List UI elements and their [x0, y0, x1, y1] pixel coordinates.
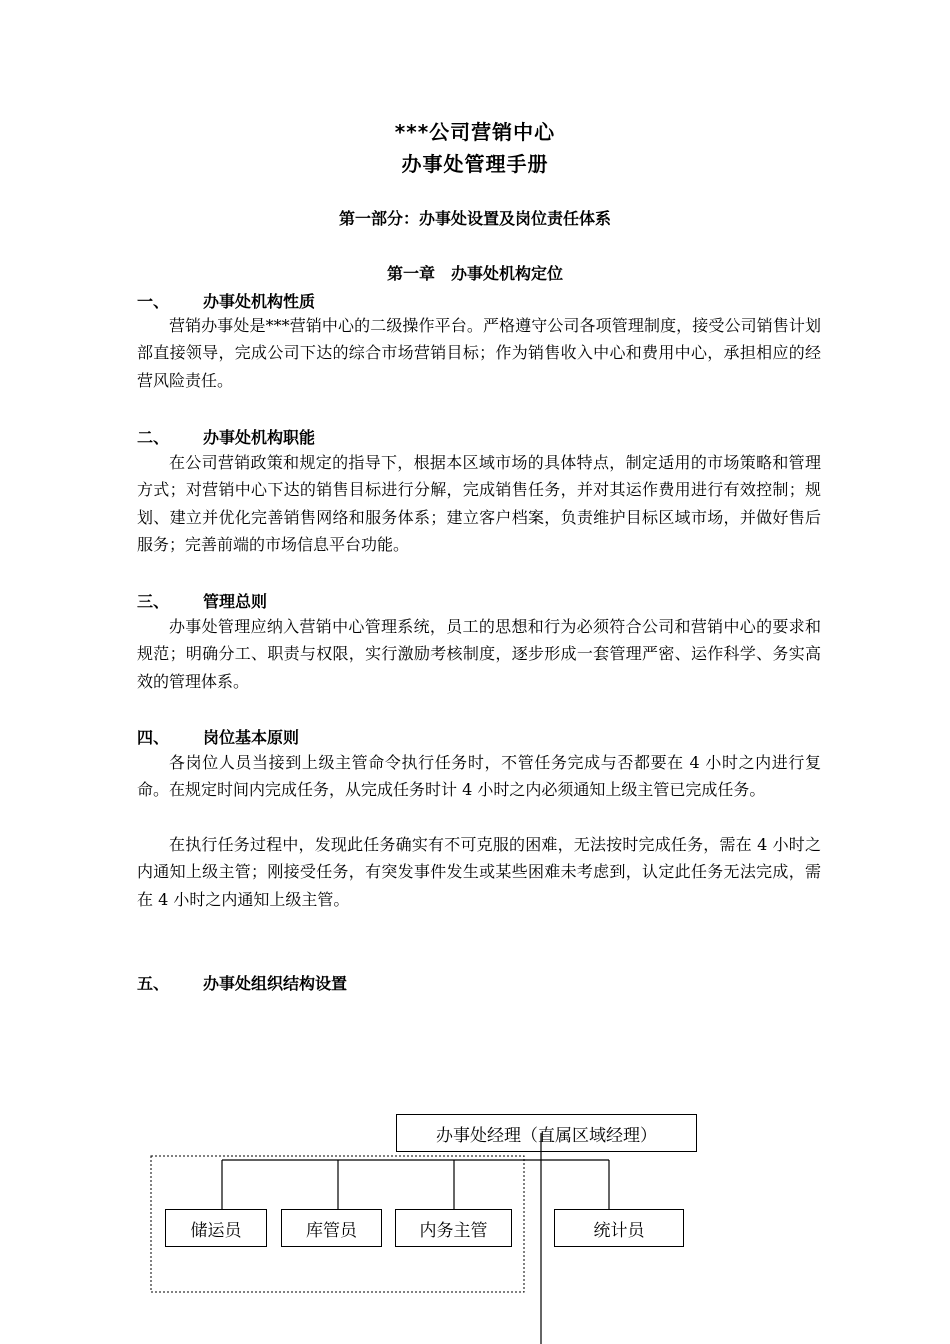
section-title: 管理总则: [203, 592, 268, 611]
part-title: 第一部分：办事处设置及岗位责任体系: [338, 209, 611, 228]
section-number: 三、: [137, 592, 170, 611]
org-box-manager: 办事处经理（直属区域经理）: [396, 1114, 697, 1152]
section-paragraph: 营销办事处是***营销中心的二级操作平台。严格遵守公司各项管理制度，接受公司销售计划部直接领导，完成公司下达的综合市场营销目标；作为销售收入中心和费用中心，承担相应的经营风险责任。: [137, 316, 821, 390]
section-paragraph: 在执行任务过程中，发现此任务确实有不可克服的困难，无法按时完成任务，需在 4 小时之内通知上级主管；刚接受任务，有突发事件发生或某些困难未考虑到，认定此任务无法完成，需在 4 小时之内通知上级主管。: [137, 835, 821, 909]
section-title: 办事处组织结构设置: [203, 974, 348, 993]
section-title: 办事处机构职能: [203, 428, 316, 447]
section-paragraph: 在公司营销政策和规定的指导下，根据本区域市场的具体特点，制定适用的市场策略和管理方式；对营销中心下达的销售目标进行分解，完成销售任务，并对其运作费用进行有效控制；规划、建立并优化完善销售网络和服务体系；建立客户档案，负责维护目标区域市场，并做好售后服务；完善前端的市场信息平台功能。: [137, 453, 821, 554]
section-number: 二、: [137, 428, 170, 447]
section-paragraph: 各岗位人员当接到上级主管命令执行任务时，不管任务完成与否都要在 4 小时之内进行复命。在规定时间内完成任务，从完成任务时计 4 小时之内必须通知上级主管已完成任务。: [137, 753, 821, 800]
document-title-line1: ***公司营销中心: [394, 120, 556, 144]
section-paragraph: 办事处管理应纳入营销中心管理系统，员工的思想和行为必须符合公司和营销中心的要求和规范；明确分工、职责与权限，实行激励考核制度，逐步形成一套管理严密、运作科学、务实高效的管理体系。: [137, 617, 821, 691]
section-title: 办事处机构性质: [203, 292, 316, 311]
document-title-line2: 办事处管理手册: [401, 152, 549, 176]
org-box-internal-affairs: 内务主管: [395, 1209, 512, 1247]
section-title: 岗位基本原则: [203, 728, 300, 747]
section-number: 五、: [137, 974, 170, 993]
org-box-statistician: 统计员: [554, 1209, 684, 1247]
chapter-title: 第一章 办事处机构定位: [386, 264, 563, 283]
section-number: 一、: [137, 292, 170, 311]
section-number: 四、: [137, 728, 170, 747]
org-box-storage-transport: 储运员: [165, 1209, 267, 1247]
org-box-warehouse-keeper: 库管员: [281, 1209, 382, 1247]
